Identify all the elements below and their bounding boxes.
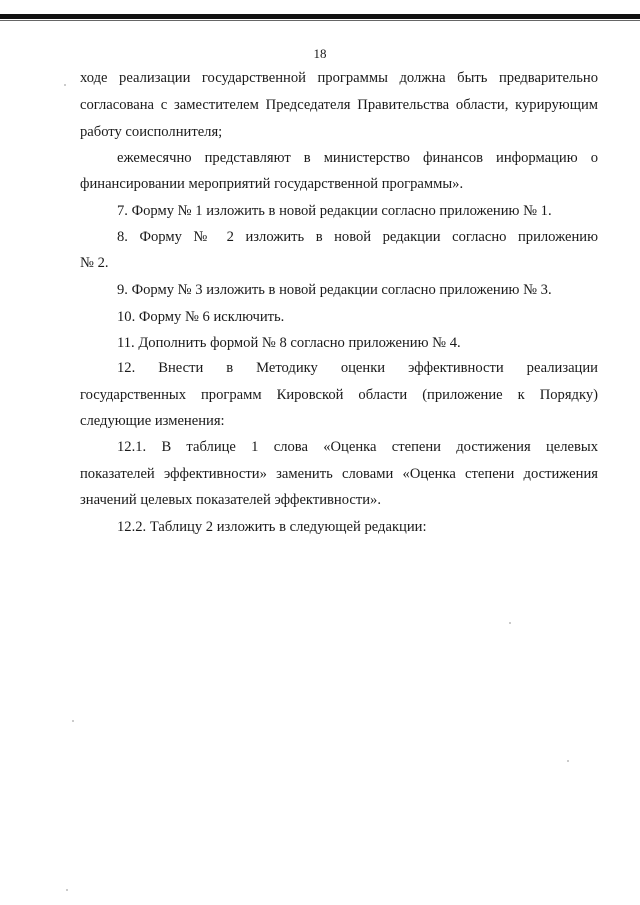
text-line: значений целевых показателей эффективности». [80,492,381,508]
text-line: работу соисполнителя; [80,124,223,140]
text-line: показателей эффективности» заменить словами «Оценка степени достижения [80,466,598,482]
text-line: 12.1. В таблице 1 слова «Оценка степени достижения целевых [117,439,598,455]
text-line: № 2. [80,255,109,271]
scan-speck [567,760,569,762]
scan-speck [509,622,511,624]
text-line: 12.2. Таблицу 2 изложить в следующей редакции: [117,519,427,535]
header-rule [0,14,640,19]
text-line: финансировании мероприятий государственной программы». [80,176,464,192]
text-line: 7. Форму № 1 изложить в новой редакции согласно приложению № 1. [117,203,552,219]
scan-speck [64,84,66,86]
text-line: 10. Форму № 6 исключить. [117,309,285,325]
scan-speck [66,889,68,891]
text-line: 11. Дополнить формой № 8 согласно приложению № 4. [117,335,461,351]
text-line: 9. Форму № 3 изложить в новой редакции согласно приложению № 3. [117,282,552,298]
header-rule-shadow [0,20,640,21]
page-number: 18 [313,46,327,61]
text-line: ежемесячно представляют в министерство финансов информацию о [117,150,598,166]
text-line: согласована с заместителем Председателя Правительства области, курирующим [80,97,598,113]
text-line: ходе реализации государственной программы должна быть предварительно [80,70,598,86]
scan-speck [72,720,74,722]
text-line: государственных программ Кировской области (приложение к Порядку) [80,387,598,403]
text-line: следующие изменения: [80,413,225,429]
text-line: 12. Внести в Методику оценки эффективности реализации [117,360,598,376]
text-line: 8. Форму № 2 изложить в новой редакции согласно приложению [117,229,598,245]
